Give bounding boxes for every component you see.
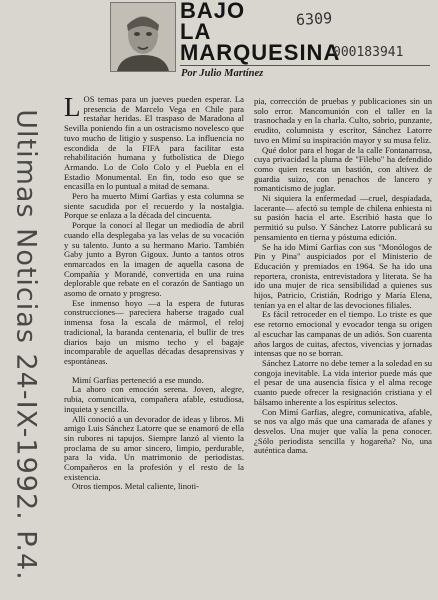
handwritten-margin-note [0,90,52,600]
margin-note-text: Ultimas Noticias 24-IX-1992. P.4. [10,109,42,581]
paragraph: pia, corrección de pruebas y publicaciones sin un solo error. Mancomunión con el taller en la trasnochada y en la charla. Culto, sobrio, punzante, erudito, columnista y escritor, Sánchez Latorre tuvo en Mimí su inspiración mayor y su musa feliz. [254,96,432,145]
paragraph-text: OS temas para un jueves pueden esperar. La presencia de Marcelo Vega en Chile para restañar heridas. El traspaso de Maradona al Sevilla poniendo fin a un ostracismo novelesco que tuvo mucho de litigio y suspenso. La influencia no escondida de la FIFA para facilitar esta rehabilitación humana y futbolística de Diego Armando. Lo de Colo Colo y el Puebla en el Estadio Monumental. En fin, todo eso que se encasilla en lo puntual a mitad de semana. [64,94,244,192]
paragraph: Mimí Garfias perteneció a ese mundo. [72,374,204,385]
title-line-2: LA [180,19,212,44]
byline: Por Julio Martínez [181,68,264,79]
title-line-1: BAJO [180,0,246,23]
paragraph: Allí conoció a un devorador de ideas y libros. Mi amigo Luis Sánchez Latorre que se enamoró de ella sin rubores ni tapujos. Siempre lanzó al viento la proclama de su amor sincero, limpio, perdurable, para la vida. Un matrimonio de periodistas. Compañeros en la profesión y el resto de la existencia. [64,413,244,482]
paragraph: Se ha ido Mimí Garfias con sus "Monólogos de Pin y Pina" auspiciados por el Ministerio de Educación y premiados en 1964. Se ha ido una reportera, cronista, entrevistadora y literata. Se ha ido una mujer de rica sensibilidad a quienes sus hijos, Patricio, Cristián, Rodrigo y María Elena, tenían ya en el altar de las devociones filiales. [254,241,432,310]
author-photo [110,2,176,72]
archive-number-stamp: 6309 [295,9,333,29]
paragraph: Ese inmenso hoyo —a la espera de futuras construcciones— pareciera haberse tragado cual inmensa fosa la escala de mármol, el reloj tradicional, la baranda centenaria, el bullir de tres diarios bajo un mismo techo y el bagaje incomparable de aquellas décadas desaprensivas y espontáneas. [64,297,244,366]
article-column-right [254,97,432,456]
paragraph: La ahoro con emoción serena. Joven, alegre, rubia, comunicativa, compañera afable, estudiosa, inquieta y sencilla. [64,384,244,414]
paragraph: Otros tiempos. Metal caliente, linoti- [72,481,199,492]
paragraph: Sánchez Latorre no debe temer a la soledad en su congoja inevitable. La vida interior puede más que el pesar de una ausencia física y el alma recoge cuanto puede ofrecer la resignación cristiana y el bálsamo inherente a los espíritus selectos. [254,357,432,407]
drop-cap: L [64,92,81,122]
paragraph: Ni siquiera la enfermedad —cruel, despiadada, lacerante— afectó su temple de chilena enhiesta ni su pasión hacia el arte. Escribió hasta que lo permitió su pulso. Y Sánchez Latorre publicará su pensamiento en tierna y póstuma edición. [254,193,432,242]
paragraph: Porque la conocí al llegar un mediodía de abril cuando ella desplegaba ya las velas de su vocación y su talento. Junto a su hermano Mario. También Gaby junto a Byron Gigoux. Junto a tantos otros enmarcados en la imagen de aquella casona de Compañía y Morandé, convertida en una ruina deplorable que rebate en el corazón de Santiago un asomo de ornato y progreso. [64,220,244,299]
paragraph: Es fácil retroceder en el tiempo. Lo triste es que ese retorno emocional y evocador tenga su origen al escuchar las campanas de un adiós. Son cuarenta años largos de cuitas, afectos, vivencias y jornadas intensas que no se borran. [254,309,432,359]
paragraph [64,92,244,192]
article-column-left [64,92,244,492]
portrait-illustration [111,3,175,71]
archive-code-stamp: 000183941 [333,45,404,60]
paragraph: Pero ha muerto Mimí Garfias y esta columna se siente sacudida por el recuerdo y la nostalgia. Porque se enlaza a la década del cincuenta. [64,191,244,221]
paragraph: Con Mimí Garfias, alegre, comunicativa, afable, se nos va algo más que una camarada de afanes y desvelos. Una mujer que valía la pena conocer. ¿Sólo periodista sencilla y hogareña? No, una auténtica dama. [254,406,432,456]
paragraph: Qué dolor para el hogar de la calle Fontanarrosa, cuya privacidad la pluma de "Filebo" ha defendido como quien rescata un bastión, con altivez de guardia suizo, con penachos de lancero y romanticismo de juglar. [254,144,432,194]
title-line-3: MARQUESINA [180,40,341,65]
title-divider [180,65,430,66]
